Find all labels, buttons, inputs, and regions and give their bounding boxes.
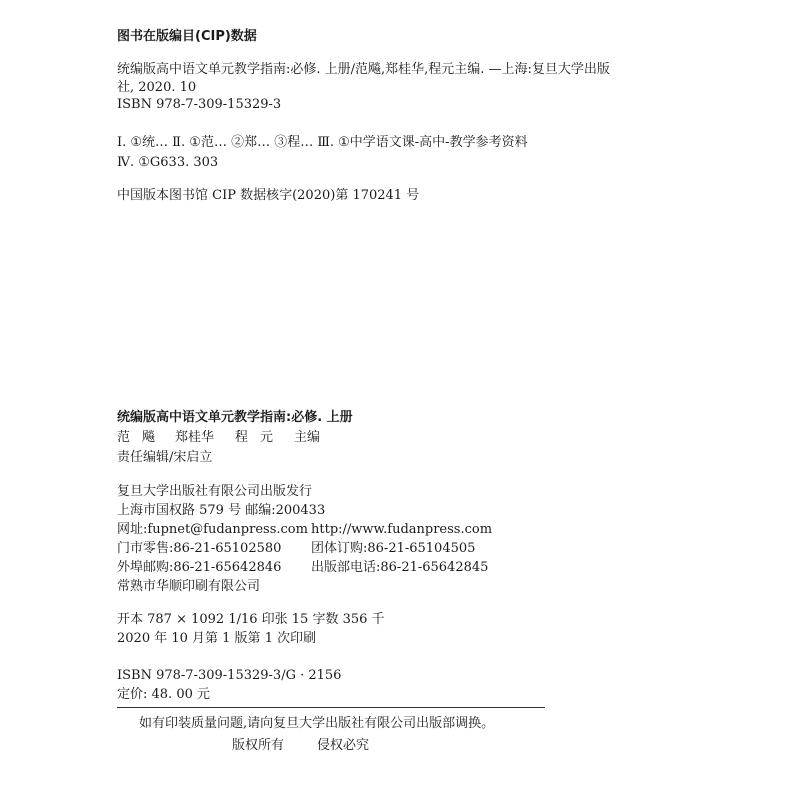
address-line: 上海市国权路 579 号 邮编:200433	[117, 503, 326, 518]
isbn-full-line: ISBN 978-7-309-15329-3/G · 2156	[117, 668, 342, 683]
group-order-phone: 团体订购:86-21-65104505	[311, 541, 476, 556]
cip-title-line: 统编版高中语文单元教学指南:必修. 上册/范飚,郑桂华,程元主编. —上海:复旦大学出版	[117, 62, 610, 77]
publishing-dept-phone: 出版部电话:86-21-65642845	[311, 560, 489, 575]
author-line	[117, 428, 320, 448]
author-role: 主编	[294, 430, 321, 445]
edition-line: 2020 年 10 月第 1 版第 1 次印刷	[117, 631, 317, 646]
publisher-line: 复旦大学出版社有限公司出版发行	[117, 484, 313, 499]
divider	[117, 707, 545, 708]
cip-classification-line: Ⅰ. ①统… Ⅱ. ①范… ②郑… ③程… Ⅲ. ①中学语文课-高中-教学参考资料	[117, 135, 528, 150]
publisher-block	[117, 482, 492, 596]
price-line: 定价: 48. 00 元	[117, 687, 210, 702]
web-row	[117, 520, 492, 539]
author-name-part: 飚	[142, 430, 156, 445]
phone-row	[117, 558, 492, 577]
price-block	[117, 666, 341, 704]
retail-phone: 门市零售:86-21-65102580	[117, 541, 282, 556]
printer-line: 常熟市华顺印刷有限公司	[117, 579, 261, 594]
website-text: http://www.fudanpress.com	[311, 522, 493, 537]
cip-record	[117, 61, 610, 114]
author-name-part: 范	[117, 430, 131, 445]
cip-classification-line: Ⅳ. ①G633. 303	[117, 155, 219, 170]
email-text: 网址:fupnet@fudanpress.com	[117, 522, 308, 537]
author-name-part: 程	[235, 430, 249, 445]
book-title: 统编版高中语文单元教学指南:必修. 上册	[117, 410, 353, 425]
quality-notice: 如有印装质量问题,请向复旦大学出版社有限公司出版部调换。	[139, 716, 495, 731]
cip-verification: 中国版本图书馆 CIP 数据核字(2020)第 170241 号	[117, 188, 420, 203]
cip-classification	[117, 133, 528, 173]
author-name: 郑桂华	[175, 430, 215, 445]
infringement-notice: 侵权必究	[317, 738, 370, 753]
mail-order-phone: 外埠邮购:86-21-65642846	[117, 560, 282, 575]
specs-line: 开本 787 × 1092 1/16 印张 15 字数 356 千	[117, 612, 385, 627]
cip-publisher-line: 社, 2020. 10	[117, 79, 197, 95]
author-name-part: 元	[260, 430, 274, 445]
rights-reserved: 版权所有	[232, 738, 285, 753]
cip-heading: 图书在版编目(CIP)数据	[117, 29, 257, 44]
authors-block	[117, 428, 320, 468]
phone-row	[117, 539, 492, 558]
cip-isbn-line: ISBN 978-7-309-15329-3	[117, 97, 282, 112]
rights-line	[232, 736, 369, 755]
editor-line: 责任编辑/宋启立	[117, 450, 213, 465]
specs-block	[117, 610, 385, 648]
